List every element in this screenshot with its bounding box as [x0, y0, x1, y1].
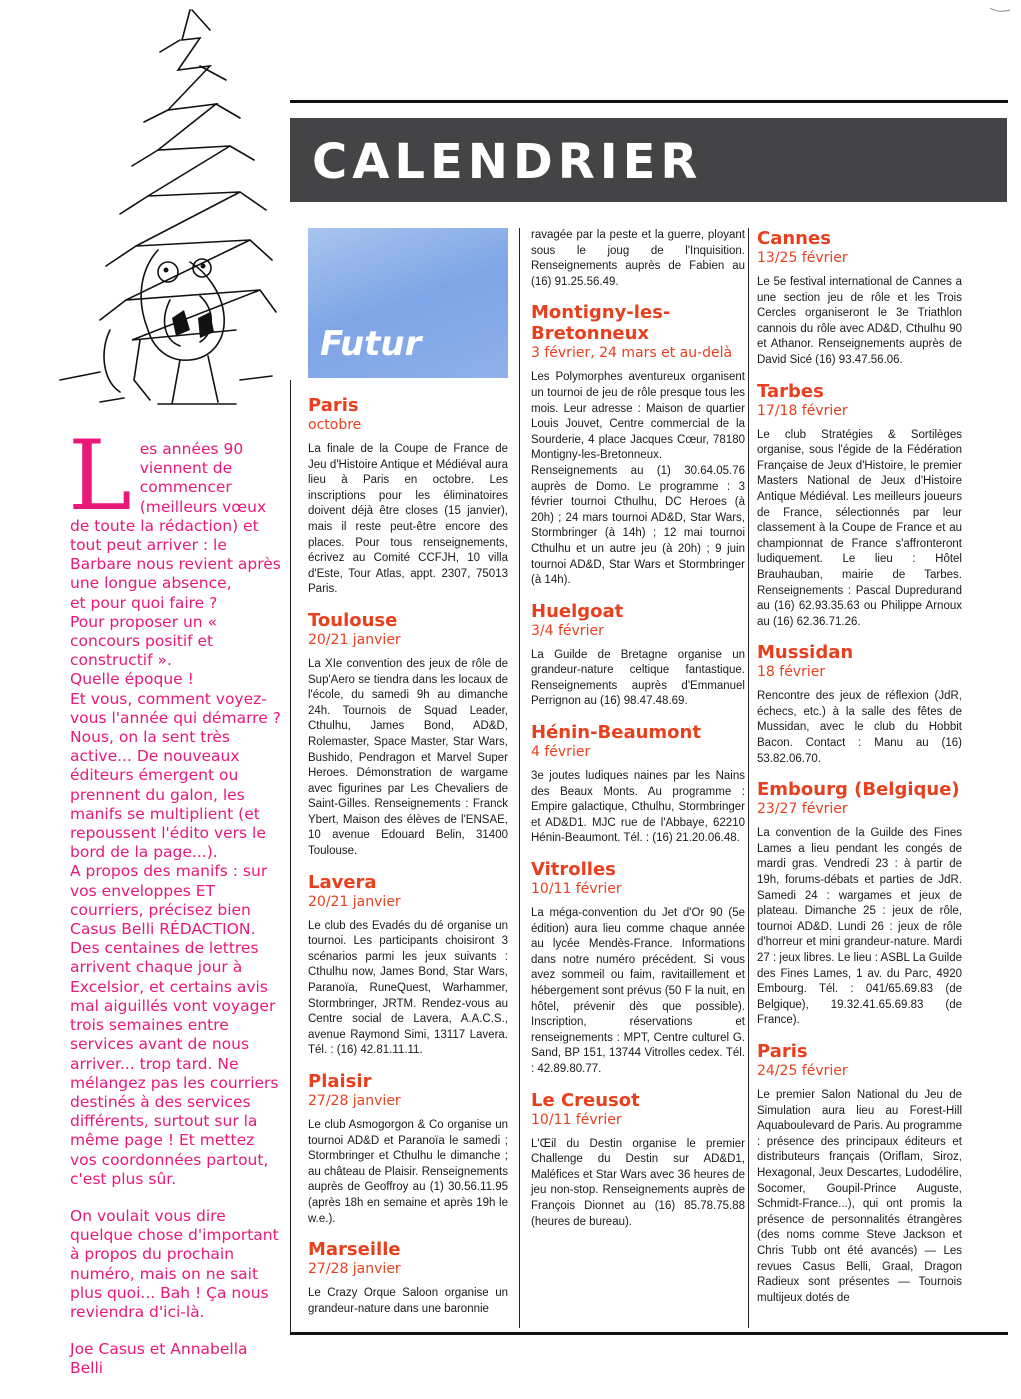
event-entry [308, 1071, 508, 1227]
event-date: 27/28 janvier [308, 1093, 401, 1109]
editorial-paragraph: Pour proposer un « concours positif et constructif ». [70, 612, 218, 670]
event-city: Toulouse [308, 609, 398, 631]
editorial-paragraph: et pour quoi faire ? [70, 593, 218, 612]
event-description: Le Crazy Orque Saloon organise un grandeur-nature dans une baronnie [308, 1287, 508, 1315]
editorial-dropcap: L [68, 420, 132, 532]
event-description: La XIe convention des jeux de rôle de Sup'Aero se tiendra dans les locaux de l'école, du samedi 9h au dimanche 24h. Tournois de Squad Leader, Cthulhu, James Bond, AD&D, Rolemaster, Space Master, Star Wars, Bushido, Pendragon et Marvel Super Heroes. Démonstration de wargame avec figurines par Les Chevaliers de Saint-Gilles. Renseignements : Franck Ybert, Maison des élèves de l'ENSAE, 10 avenue Edouard Belin, 31400 Toulouse. [308, 657, 508, 858]
event-date: 20/21 janvier [308, 631, 401, 648]
calendar-column-3 [757, 228, 962, 1318]
column-rule [748, 228, 749, 1328]
event-date: 10/11 février [531, 1111, 622, 1128]
event-entry [757, 779, 962, 1029]
event-date: 27/28 janvier [308, 1261, 401, 1278]
top-rule [290, 100, 1008, 103]
event-date: 17/18 février [757, 402, 848, 419]
event-entry [757, 1041, 962, 1306]
event-city: Embourg (Belgique) [757, 779, 960, 801]
event-city: Paris [757, 1040, 808, 1062]
event-date: 13/25 février [757, 250, 848, 266]
event-date: 24/25 février [757, 1062, 848, 1079]
event-entry [531, 722, 745, 847]
event-city: Vitrolles [531, 859, 616, 881]
event-date: octobre [308, 417, 362, 433]
event-description: La convention de la Guilde des Fines Lames a lieu pendant les congés de mardi gras. Vendredi 23 : à partir de 19h, forums-débats et parties de JdR. Samedi 24 : wargames et jeux de plateau. Dimanche 25 : jeux de rôle, tournoi AD&D. Lundi 26 : jeux de rôle d'horreur et mini grandeur-nature. Mardi 27 : jeux libres. Le lieu : ASBL La Guilde des Fines Lames, 1 av. du Parc, 4920 Embourg. Tél. : 041/65.69.83 (de Belgique), 19.32.41.65.69.83 (de France). [757, 827, 962, 1027]
section-label-box [308, 228, 508, 378]
editorial-signature: Joe Casus et Annabella Belli [70, 1340, 248, 1378]
event-entry [308, 610, 508, 860]
event-city: Cannes [757, 228, 831, 249]
event-description: Le 5e festival international de Cannes a une section jeu de rôle et les Trois Cercles organiseront le 3e Triathlon cannois du rôle avec AD&D, Cthulhu 90 et Athanor. Renseignements auprès de David Sicé (16) 93.47.56.06. [757, 276, 962, 366]
event-entry [308, 1239, 508, 1317]
event-date: 23/27 février [757, 801, 848, 818]
event-description: 3e joutes ludiques naines par les Nains des Beaux Monts. Au programme : Empire galactique, Cthulhu, Stormbringer et AD&D1. MJC rue de l'Abbaye, 62210 Hénin-Beaumont. Tél. : (16) 21.20.06.48. [531, 770, 745, 845]
column-rule [290, 380, 291, 1334]
section-label: Futur [320, 324, 422, 364]
page-title: CALENDRIER [312, 134, 703, 190]
event-date: 10/11 février [531, 881, 622, 898]
corner-scan-mark [989, 6, 1011, 14]
column-rule [519, 228, 520, 1328]
event-city: Montigny-les-Bretonneux [531, 302, 671, 345]
editorial-paragraph: Quelle époque ! [70, 670, 194, 689]
event-date: 20/21 janvier [308, 893, 401, 910]
continued-text: ravagée par la peste et la guerre, ployant sous le joug de l'Inquisition. Renseignements auprès de Fabien au (16) 91.25.56.49. [531, 229, 745, 288]
event-description: Le club des Evadés du dé organise un tournoi. Les participants choisiront 3 scénarios parmi les jeux suivants : Cthulhu now, James Bond, Star Wars, Paranoïa, RuneQuest, Warhammer, Stormbringer, JRTM. Rendez-vous au Centre social de Lavera, A.A.C.S., avenue Raymond Simi, 13117 Lavera. Tél. : (16) 42.81.11.11. [308, 919, 508, 1057]
event-entry [757, 381, 962, 631]
event-city: Lavera [308, 871, 377, 893]
event-city: Tarbes [757, 380, 824, 402]
event-entry [757, 642, 962, 767]
event-description: Rencontre des jeux de réflexion (JdR, échecs, etc.) à la salle des fêtes de Mussidan, avec le club du Hobbit Bacon. Contact : Manu au (16) 53.82.06.70. [757, 690, 962, 765]
event-city: Le Creusot [531, 1089, 640, 1111]
event-city: Huelgoat [531, 600, 624, 622]
event-description: La finale de la Coupe de France de Jeu d'Histoire Antique et Médiéval aura lieu à Paris en octobre. Les inscriptions pour les éliminatoires doivent déjà être closes (15 janvier), mais il reste peut-être encore des places. Pour tous renseignements, écrivez au Comité CCFJH, 10 villa d'Este, Tour Atlas, appt. 2307, 75013 Paris. [308, 443, 508, 596]
title-banner [290, 118, 1007, 202]
event-date: 4 février [531, 744, 591, 761]
event-city: Paris [308, 395, 359, 416]
calendar-column-2 [531, 228, 745, 1242]
editorial-paragraph: A propos des manifs : sur vos enveloppes ET courriers, précisez bien Casus Belli RÉDACTION. Des centaines de lettres arrivent chaque jour à Excelsior, et certains avis mal aiguillés vont voyager trois semaines entre services avant de nous arriver... trop tard. Ne mélangez pas les courriers destinés à des services différents, surtout sur la même page ! Et mettez vos coordonnées partout, c'est plus sûr. [70, 862, 279, 1188]
event-entry [308, 395, 508, 598]
event-entry [531, 601, 745, 710]
event-city: Hénin-Beaumont [531, 722, 701, 744]
event-description: Le club Stratégies & Sortilèges organise, sous l'égide de la Fédération Française de Jeux d'Histoire, le premier Masters National de Jeux d'Histoire Antique Médiéval. Les meilleurs joueurs de France, sélectionnés par leur classement à la Coupe de France et au championnat de France s'affronteront ludiquement. Le lieu : Hôtel Brauhauban, mairie de Tarbes. Renseignements : Pascal Dupredurand au (16) 62.93.35.63 ou Philippe Arnoux au (16) 62.36.71.26. [757, 428, 962, 628]
event-date: 3 février, 24 mars et au-delà [531, 345, 733, 362]
event-entry [757, 228, 962, 369]
event-description: La méga-convention du Jet d'Or 90 (5e édition) aura lieu comme chaque année au lycée Mendès-France. Informations dans notre numéro précédent. Si vous avez sommeil ou faim, ravitaillement et hébergement sont prévus (50 F la nuit, en hôtel, prévenir dès que possible). Inscription, réservations et renseignements : MPT, Centre culturel G. Sand, BP 151, 13744 Vitrolles cedex. Tél. : 42.89.80.77. [531, 907, 745, 1075]
calendar-column-1 [308, 395, 508, 1329]
event-description: Les Polymorphes aventureux organisent un tournoi de jeu de rôle presque tous les mois. Leur adresse : Maison de quartier Louis Jouvet, Centre commercial de la Sourderie, 4 place Jacques Cœur, 78180 Montigny-les-Bretonneux. Renseignements au (1) 30.64.05.76 auprès de Domo. Le programme : 3 février tournoi Cthulhu, DC Heroes (à 20h) ; 24 mars tournoi AD&D, Star Wars, Stormbringer (à 14h) ; 12 mai tournoi Cthulhu et un autre jeu (à 20h) ; 9 juin tournoi AD&D, Star Wars et Stormbringer (à 14h). [531, 371, 745, 587]
event-entry [531, 302, 745, 588]
event-city: Plaisir [308, 1071, 372, 1092]
event-description: Le premier Salon National du Jeu de Simulation aura lieu au Forest-Hill Aquaboulevard de Paris. Au programme : présence des principaux éditeurs et distributeurs français (Oriflam, Siroz, Hexagonal, Jeux Descartes, Ludodélire, Socomer, Goupil-Prince Auguste, Schmidt-France...), qui ont promis la présence de personnalités étrangères (des noms comme Steve Jackson et Chris Tubb ont été avancés) — Les revues Casus Belli, Graal, Dragon Radieux sont présentes — Tournois multijeux dotés de [757, 1088, 962, 1304]
tree-illustration [40, 0, 280, 430]
event-date: 18 février [757, 664, 826, 681]
event-entry [308, 872, 508, 1059]
event-entry [531, 859, 745, 1078]
event-city: Mussidan [757, 642, 854, 664]
editorial-paragraph: On voulait vous dire quelque chose d'important à propos du prochain numéro, mais on ne sait plus quoi... Bah ! Ça nous reviendra d'ici-là. [70, 1206, 279, 1321]
event-entry [531, 1090, 745, 1231]
editorial-paragraph: es années 90 viennent de commencer (meilleurs vœux de toute la rédaction) et tout peut arriver : le Barbare nous revient après une longue absence, [70, 440, 281, 593]
bottom-rule [290, 1332, 1008, 1335]
editorial-paragraph: Et vous, comment voyez-vous l'année qui démarre ? Nous, on la sent très active... De nouveaux éditeurs émergent ou prennent du galon, les manifs se multiplient (et repoussent l'édito vers le bord de la page...). [70, 689, 281, 862]
event-description: Le club Asmogorgon & Co organise un tournoi AD&D et Paranoïa le samedi ; Stormbringer et Cthulhu le dimanche ; au château de Plaisir. Renseignements auprès de Geoffroy au (1) 30.56.11.95 (après 18h en semaine et après 19h le w.e.). [308, 1119, 508, 1225]
event-date: 3/4 février [531, 622, 604, 639]
editorial-text [68, 420, 285, 1379]
event-city: Marseille [308, 1239, 401, 1261]
event-description: L'Œil du Destin organise le premier Challenge du Destin sur AD&D1, Maléfices et Star Wars avec 36 heures de jeu non-stop. Renseignements auprès de François Dionnet au (16) 85.78.75.88 (heures de bureau). [531, 1137, 745, 1228]
event-description: La Guilde de Bretagne organise un grandeur-nature celtique fantastique. Renseignements auprès d'Emmanuel Perrignon au (16) 98.47.48.69. [531, 648, 745, 708]
